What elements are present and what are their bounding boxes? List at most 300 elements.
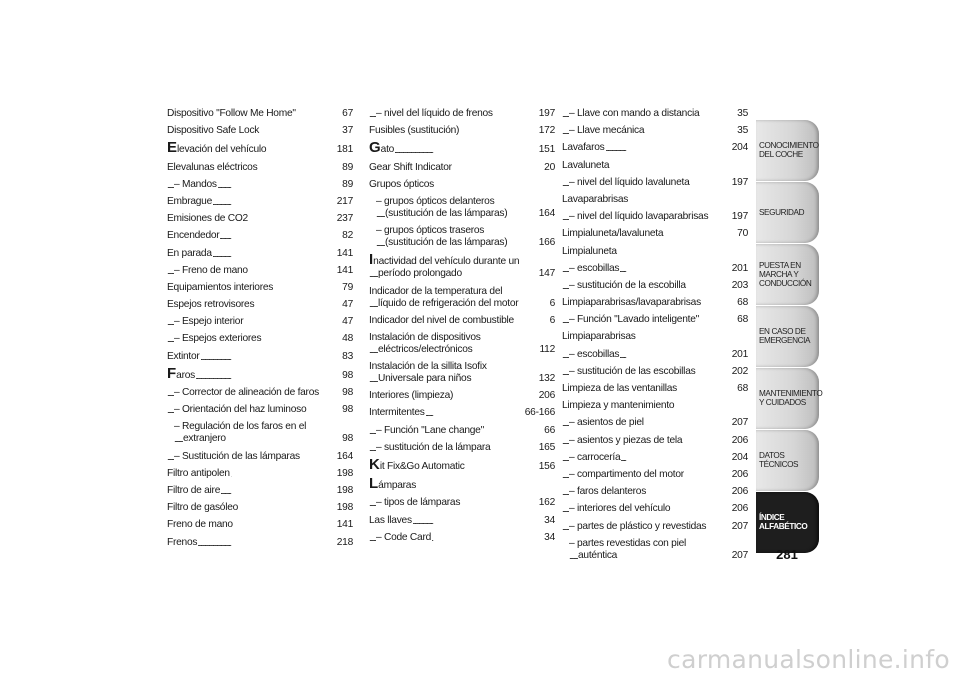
index-page-ref: 201	[726, 349, 748, 361]
index-entry-text: aros	[176, 369, 195, 381]
index-entry	[562, 400, 748, 412]
index-entry-text: Embrague	[167, 195, 213, 207]
index-page-ref: 34	[533, 515, 555, 527]
index-entry	[369, 407, 555, 419]
index-entry-text-continued: extranjero	[183, 433, 226, 445]
index-page-ref: 202	[726, 366, 748, 378]
index-entry	[562, 331, 748, 343]
index-entry	[562, 177, 748, 189]
index-entry-label	[167, 248, 331, 260]
index-column-3	[562, 108, 748, 567]
section-tab[interactable]	[756, 244, 819, 305]
index-entry-label	[167, 125, 331, 137]
index-entry-text: – escobillas	[569, 262, 620, 274]
index-letter-initial: E	[167, 142, 178, 157]
index-entry-text: – nivel del líquido de frenos	[376, 108, 493, 119]
index-entry-label	[167, 351, 331, 363]
index-entry	[167, 213, 353, 225]
index-page-ref: 70	[726, 228, 748, 240]
index-entry-label	[369, 315, 533, 327]
index-page-ref: 206	[726, 469, 748, 481]
index-entry	[369, 497, 555, 509]
index-entry-text: – Función "Lavado inteligente"	[569, 314, 700, 326]
index-page-ref: 207	[726, 417, 748, 429]
index-page-ref: 165	[533, 442, 555, 454]
index-entry	[167, 485, 353, 497]
index-entry	[562, 469, 748, 481]
index-entry-text: – nivel del líquido lavaparabrisas	[569, 211, 709, 223]
index-entry-text: levación del vehículo	[177, 144, 267, 156]
index-page-ref: 66	[533, 425, 555, 437]
index-entry-label	[369, 196, 533, 220]
index-entry-text: – partes de plástico y revestidas	[569, 520, 707, 532]
index-entry-label	[167, 265, 331, 277]
section-tab-label: EN CASO DE EMERGENCIA	[759, 327, 811, 346]
index-entry	[369, 108, 555, 120]
index-entry-label	[562, 194, 726, 206]
index-entry-label	[369, 142, 533, 156]
index-entry-text: Indicador del nivel de combustible	[369, 314, 514, 326]
index-entry	[167, 451, 353, 463]
index-page-ref: 198	[331, 485, 353, 497]
index-entry-label	[562, 366, 726, 378]
index-entry-label	[562, 177, 726, 189]
index-entry-text: Dispositivo "Follow Me Home"	[167, 108, 296, 119]
index-entry	[562, 125, 748, 137]
index-entry-label	[167, 468, 331, 480]
index-entry-text: Elevalunas eléctricos	[167, 161, 258, 173]
index-page-ref: 201	[726, 263, 748, 275]
index-page-ref: 132	[533, 373, 555, 385]
index-entry	[167, 230, 353, 242]
index-entry	[167, 316, 353, 328]
index-entry	[167, 265, 353, 277]
index-entry-label	[369, 361, 533, 385]
index-entry	[167, 299, 353, 311]
index-entry	[369, 315, 555, 327]
index-letter-initial: F	[167, 367, 177, 382]
index-entry-label	[369, 407, 521, 419]
index-entry-label	[562, 452, 726, 464]
index-entry-label	[562, 435, 726, 447]
index-entry-label	[167, 502, 331, 514]
index-entry	[562, 280, 748, 292]
index-entry-label	[562, 108, 726, 120]
index-entry-label	[369, 478, 533, 492]
index-entry-text: – Code Card	[376, 531, 432, 543]
index-entry-text: – interiores del vehículo	[569, 503, 671, 515]
index-entry-text: – Regulación de los faros en el	[174, 421, 307, 433]
index-entry-label	[562, 125, 726, 137]
index-entry	[562, 538, 748, 562]
index-page-ref: 79	[331, 282, 353, 294]
index-entry	[562, 521, 748, 533]
section-tab[interactable]	[756, 182, 819, 243]
index-entry-label	[167, 316, 331, 328]
index-entry-text-continued: líquido de refrigeración del motor	[378, 297, 519, 309]
index-entry-label	[562, 400, 726, 412]
index-entry-label	[167, 196, 331, 208]
index-entry-text: – sustitución de la lámpara	[376, 441, 491, 453]
section-tab[interactable]	[756, 430, 819, 491]
index-entry-label	[167, 451, 331, 463]
index-entry-label	[562, 417, 726, 429]
index-entry-text: – nivel del líquido lavaluneta	[569, 176, 690, 188]
index-entry-text: Limpieza y mantenimiento	[562, 400, 675, 412]
index-entry-text: – Espejo interior	[174, 316, 244, 328]
index-page-ref: 162	[533, 497, 555, 509]
index-entry	[167, 468, 353, 480]
index-entry-label	[167, 485, 331, 497]
index-entry	[167, 162, 353, 174]
index-entry-text: Equipamientos interiores	[167, 281, 274, 293]
index-letter-initial: G	[369, 142, 381, 157]
index-entry-label	[369, 125, 533, 137]
index-entry	[562, 435, 748, 447]
index-entry	[562, 142, 748, 154]
index-entry-text: Intermitentes	[369, 407, 425, 419]
index-entry-label	[369, 251, 533, 280]
section-tab-label: MANTENIMIENTO Y CUIDADOS	[759, 389, 823, 408]
index-entry-label	[369, 108, 533, 120]
index-entry-text: Filtro antipolen	[167, 467, 230, 479]
index-entry	[369, 251, 555, 280]
index-entry	[369, 179, 555, 191]
index-entry	[167, 404, 353, 416]
index-entry-text: Limpialuneta	[562, 245, 617, 257]
index-entry-text: Limpialuneta/lavaluneta	[562, 228, 664, 240]
index-page-ref: 6	[533, 315, 555, 327]
index-entry-text: – Mandos	[174, 178, 217, 190]
index-entry	[167, 387, 353, 399]
index-entry-text-continued: (sustitución de las lámparas)	[385, 207, 508, 219]
index-entry-label	[167, 282, 331, 294]
index-page-ref: 34	[533, 532, 555, 544]
index-entry-text: Lavaluneta	[562, 159, 610, 171]
index-entry	[369, 425, 555, 437]
index-entry-text: Limpiaparabrisas	[562, 331, 636, 343]
index-entry	[562, 297, 748, 309]
index-entry	[167, 519, 353, 531]
index-entry-text: – asientos de piel	[569, 417, 644, 429]
index-entry	[369, 459, 555, 473]
index-entry-label	[369, 332, 533, 356]
index-entry	[562, 228, 748, 240]
index-entry-text: Frenos	[167, 536, 198, 548]
index-entry-label	[562, 331, 726, 343]
index-entry	[562, 211, 748, 223]
index-entry-text: it Fix&Go Automatic	[379, 461, 465, 472]
index-entry-label	[369, 515, 533, 527]
index-entry-label	[562, 521, 726, 533]
section-tab[interactable]	[756, 368, 823, 429]
index-entry-text: Lavaparabrisas	[562, 193, 629, 205]
index-entry-text: – tipos de lámparas	[376, 497, 461, 509]
index-entry-label	[167, 368, 331, 382]
index-page-ref: 181	[331, 144, 353, 156]
index-entry-label	[562, 314, 726, 326]
index-page-ref: 141	[331, 248, 353, 260]
index-entry-text-continued: Universale para niños	[378, 373, 472, 385]
index-page-ref: 166	[533, 237, 555, 249]
index-entry-text: ámparas	[378, 480, 417, 492]
index-page-ref: 203	[726, 280, 748, 292]
index-entry	[562, 486, 748, 498]
index-entry	[167, 421, 353, 445]
index-entry	[562, 383, 748, 395]
index-entry-text: – faros delanteros	[569, 486, 647, 498]
index-entry-label	[167, 108, 331, 120]
section-tab-label: CONOCIMIENTO DEL COCHE	[759, 141, 819, 160]
index-entry	[369, 478, 555, 492]
index-entry-text: Limpieza de las ventanillas	[562, 383, 678, 394]
index-entry-label	[369, 225, 533, 249]
index-entry	[167, 125, 353, 137]
index-entry-text: – Freno de mano	[174, 264, 248, 276]
index-letter-initial: I	[369, 251, 374, 269]
watermark: carmanualsonline.info	[667, 645, 950, 674]
index-entry-label	[167, 519, 331, 531]
index-column-2	[369, 108, 555, 549]
index-page-ref: 198	[331, 502, 353, 514]
index-entry	[562, 160, 748, 172]
section-tabs	[756, 120, 823, 554]
index-page-ref: 47	[331, 299, 353, 311]
index-entry	[562, 263, 748, 275]
index-page-ref: 237	[331, 213, 353, 225]
index-entry-text: Fusibles (sustitución)	[369, 125, 460, 137]
index-entry-text: nactividad del vehículo durante un	[373, 256, 520, 268]
index-page-ref: 89	[331, 162, 353, 174]
index-entry-text: – Llave con mando a distancia	[569, 108, 700, 119]
index-entry-label	[562, 228, 726, 240]
index-entry-label	[562, 349, 726, 361]
index-entry-text: – sustitución de las escobillas	[569, 365, 696, 377]
index-page-ref: 217	[331, 196, 353, 208]
index-entry-label	[369, 162, 533, 174]
index-entry-label	[562, 469, 726, 481]
index-entry-text: Freno de mano	[167, 519, 233, 531]
index-page-ref: 20	[533, 162, 555, 174]
index-entry-label	[167, 179, 331, 191]
index-entry-text: – compartimento del motor	[569, 468, 684, 480]
index-entry-label	[167, 142, 331, 156]
index-entry-label	[167, 537, 331, 549]
index-entry	[167, 179, 353, 191]
index-page-ref: 98	[331, 387, 353, 399]
index-page-ref: 207	[726, 550, 748, 562]
index-entry-text: Indicador de la temperatura del	[369, 285, 503, 297]
index-entry	[369, 442, 555, 454]
index-entry-text: – Llave mecánica	[569, 125, 645, 137]
index-page-ref: 112	[533, 344, 555, 356]
index-entry-text: – sustitución de la escobilla	[569, 279, 686, 291]
index-entry	[369, 532, 555, 544]
index-entry	[562, 314, 748, 326]
index-entry-text: Instalación de la sillita Isofix	[369, 361, 487, 373]
index-entry-label	[369, 390, 533, 402]
index-entry-text: Dispositivo Safe Lock	[167, 125, 260, 137]
index-entry-text: Grupos ópticos	[369, 178, 435, 190]
index-entry	[562, 503, 748, 515]
index-page-ref: 67	[331, 108, 353, 120]
index-entry-label	[167, 333, 331, 345]
section-tab-label: DATOS TÉCNICOS	[759, 451, 799, 470]
index-entry-text: – Función "Lane change"	[376, 424, 484, 436]
index-page-ref: 83	[331, 351, 353, 363]
index-entry	[167, 351, 353, 363]
index-entry	[369, 142, 555, 156]
index-entry	[167, 108, 353, 120]
index-entry-label	[369, 497, 533, 509]
index-entry	[369, 162, 555, 174]
section-tab[interactable]	[756, 306, 819, 367]
index-entry	[167, 502, 353, 514]
index-entry-label	[167, 299, 331, 311]
index-entry-label	[369, 425, 533, 437]
index-page-ref: 6	[533, 298, 555, 310]
section-tab-label: ÍNDICE ALFABÉTICO	[759, 513, 808, 532]
index-entry-label	[369, 442, 533, 454]
index-entry	[562, 452, 748, 464]
index-entry	[369, 286, 555, 310]
index-page-ref: 98	[331, 433, 353, 445]
index-page-ref: 35	[726, 108, 748, 120]
index-entry	[369, 390, 555, 402]
index-entry-label	[369, 286, 533, 310]
index-entry-text: Las llaves	[369, 514, 412, 526]
index-page-ref: 151	[533, 144, 555, 156]
index-entry	[562, 417, 748, 429]
index-entry-label	[562, 486, 726, 498]
index-entry	[369, 332, 555, 356]
index-entry-text: – Corrector de alineación de faros	[174, 387, 319, 398]
index-entry-text: ato	[380, 144, 395, 156]
index-entry-text: Extintor	[167, 350, 200, 362]
index-entry-text: En parada	[167, 247, 212, 259]
index-entry	[167, 248, 353, 260]
section-tab-label: PUESTA EN MARCHA Y CONDUCCIÓN	[759, 260, 812, 288]
index-entry-text: – grupos ópticos traseros	[376, 225, 485, 237]
index-page-ref: 206	[726, 435, 748, 447]
index-page-ref: 204	[726, 452, 748, 464]
index-page-ref: 141	[331, 519, 353, 531]
index-entry-text: – escobillas	[569, 348, 620, 360]
index-entry-text: – grupos ópticos delanteros	[376, 195, 495, 207]
index-entry-text: Emisiones de CO2	[167, 213, 248, 225]
index-page-ref: 147	[533, 268, 555, 280]
index-entry	[562, 246, 748, 258]
index-entry-label	[562, 297, 726, 309]
index-entry-text: – asientos y piezas de tela	[569, 434, 683, 446]
index-entry-label	[167, 421, 331, 445]
index-entry-label	[369, 532, 533, 544]
index-page-ref: 68	[726, 297, 748, 309]
index-entry-label	[562, 211, 726, 223]
index-entry	[369, 125, 555, 137]
index-page-ref: 98	[331, 370, 353, 382]
index-page-ref: 197	[726, 211, 748, 223]
index-entry	[369, 225, 555, 249]
index-entry-label	[562, 142, 726, 154]
index-page-ref: 47	[331, 316, 353, 328]
index-page-ref: 164	[331, 451, 353, 463]
index-entry-label	[167, 162, 331, 174]
index-entry-text: Limpiaparabrisas/lavaparabrisas	[562, 297, 701, 309]
index-page-ref: 207	[726, 521, 748, 533]
index-entry	[562, 194, 748, 206]
index-entry-text-continued: eléctricos/electrónicos	[378, 343, 473, 355]
index-entry-label	[562, 263, 726, 275]
index-entry	[167, 537, 353, 549]
index-entry-text: Encendedor	[167, 230, 220, 242]
section-tab[interactable]	[756, 492, 819, 553]
index-page-ref: 206	[533, 390, 555, 402]
index-page-ref: 68	[726, 314, 748, 326]
index-page-ref: 141	[331, 265, 353, 277]
index-entry-text: Filtro de aire	[167, 484, 221, 496]
index-page-ref: 66-166	[521, 407, 555, 419]
index-entry-label	[167, 387, 331, 399]
index-entry-text: Lavafaros	[562, 142, 605, 154]
index-entry-text: Espejos retrovisores	[167, 299, 255, 311]
index-entry	[167, 282, 353, 294]
index-entry-text: Filtro de gasóleo	[167, 502, 239, 514]
index-entry-label	[369, 459, 533, 473]
index-entry-label	[369, 179, 533, 191]
index-entry-label	[167, 404, 331, 416]
index-entry	[369, 361, 555, 385]
index-page-ref: 172	[533, 125, 555, 137]
index-page-ref: 89	[331, 179, 353, 191]
index-entry-text: Instalación de dispositivos	[369, 331, 481, 343]
index-entry-text-continued: (sustitución de las lámparas)	[385, 237, 508, 249]
section-tab-label: SEGURIDAD	[759, 207, 805, 217]
index-page-ref: 197	[533, 108, 555, 120]
index-entry-text-continued: período prolongado	[378, 268, 462, 280]
index-letter-initial: L	[369, 478, 379, 493]
index-entry	[369, 515, 555, 527]
index-page-ref: 206	[726, 486, 748, 498]
index-entry	[167, 368, 353, 382]
page-number: 281	[776, 547, 798, 562]
index-page-ref: 164	[533, 208, 555, 220]
index-page-ref: 37	[331, 125, 353, 137]
index-entry-label	[562, 538, 726, 562]
index-page-ref: 204	[726, 142, 748, 154]
index-page-ref: 206	[726, 503, 748, 515]
index-entry-text: Gear Shift Indicator	[369, 161, 452, 173]
index-entry-text: – carrocería	[569, 451, 621, 463]
index-entry-label	[167, 213, 331, 225]
index-entry-label	[562, 280, 726, 292]
index-entry	[562, 108, 748, 120]
section-tab[interactable]	[756, 120, 819, 181]
index-entry-label	[562, 383, 726, 395]
index-page-ref: 98	[331, 404, 353, 416]
index-page-ref: 82	[331, 230, 353, 242]
index-entry	[369, 196, 555, 220]
index-letter-initial: K	[369, 459, 380, 473]
index-page-ref: 35	[726, 125, 748, 137]
index-page-ref: 197	[726, 177, 748, 189]
index-page-ref: 218	[331, 537, 353, 549]
index-entry-text: – Orientación del haz luminoso	[174, 404, 307, 416]
index-entry-text-continued: auténtica	[578, 549, 618, 561]
index-entry-label	[562, 503, 726, 515]
index-entry-text: – Sustitución de las lámparas	[174, 450, 300, 462]
index-entry-text: – Espejos exteriores	[174, 333, 262, 345]
